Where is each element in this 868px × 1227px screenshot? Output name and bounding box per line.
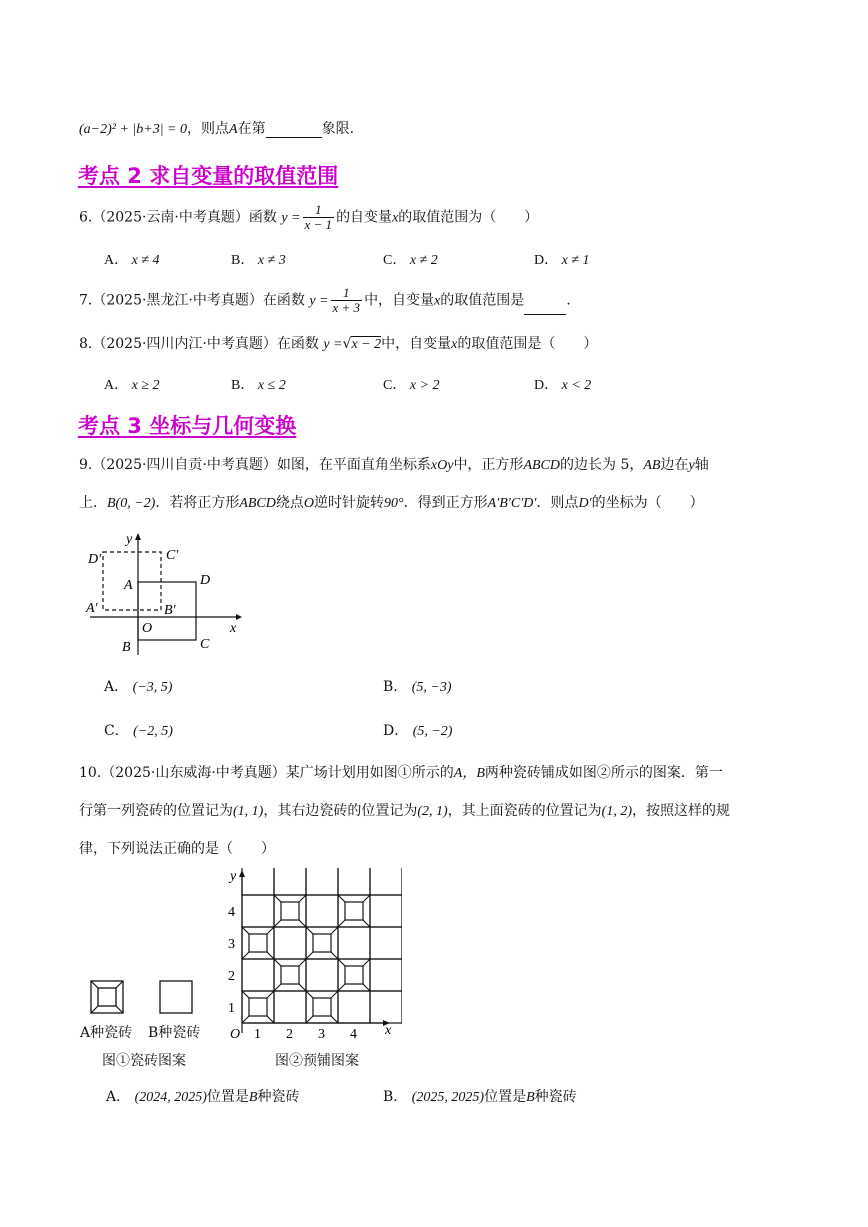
section-title-2: 考点 2 求自变量的取值范围 [78, 164, 339, 188]
grid-cell-tile-a [274, 895, 306, 927]
q6-option-c[interactable]: C． x ≠ 2 [383, 253, 438, 268]
question-10-line-3: 律，下列说法正确的是（ ） [79, 841, 275, 857]
tile-figure-1 [88, 978, 208, 1018]
q9-figure [80, 530, 250, 660]
grid-cell-tile-b [338, 868, 370, 895]
question-10-line-2: 行第一列瓷砖的位置记为(1, 1)，其右边瓷砖的位置记为(2, 1)，其上面瓷砖的位置记为(1, 2)，按照这样的规 [79, 803, 730, 819]
q8-option-c[interactable]: C． x > 2 [383, 378, 440, 393]
grid-cell-tile-b [274, 868, 306, 895]
grid-cell-tile-b [242, 959, 274, 991]
grid-cell-tile-b [338, 927, 370, 959]
grid-cell-tile-b [370, 927, 402, 959]
y-tick-label: 2 [228, 969, 235, 984]
grid-cell-tile-a [306, 927, 338, 959]
axis-label-o: O [230, 1027, 241, 1042]
label-o: O [142, 621, 153, 636]
q8-option-b[interactable]: B． x ≤ 2 [231, 378, 286, 393]
grid-cell-tile-a [306, 991, 338, 1023]
grid-cell-tile-b [306, 895, 338, 927]
y-axis-arrow [135, 533, 141, 540]
x-tick-label: 4 [350, 1027, 357, 1042]
label-y: y [126, 532, 133, 547]
x-tick-label: 3 [318, 1027, 325, 1042]
q6-option-a[interactable]: A． x ≠ 4 [104, 253, 160, 268]
grid-cell-tile-b [242, 868, 274, 895]
tile-figure-2 [222, 868, 402, 1043]
grid-cell-tile-b [338, 991, 370, 1023]
grid-cell-tile-b [274, 991, 306, 1023]
prev-question-tail: (a−2)² + |b+3| = 0，则点A在第 象限. [79, 121, 355, 137]
label-c: C [200, 637, 210, 652]
label-b: B [122, 640, 131, 655]
answer-blank [524, 298, 566, 315]
answer-blank [266, 121, 322, 138]
q8-option-a[interactable]: A． x ≥ 2 [104, 378, 160, 393]
fig1-caption: 图①瓷砖图案 [102, 1053, 186, 1069]
grid-cell-tile-b [274, 927, 306, 959]
tile-a-label: A种瓷砖 [80, 1025, 133, 1041]
grid-cell-tile-b [370, 868, 402, 895]
grid-cell-tile-b [306, 868, 338, 895]
question-6: 6.（2025·云南·中考真题）函数 y = $\frac{1}{x - 1}$ 的自变量x的取值范围为（ ） [79, 202, 539, 232]
question-8: 8.（2025·四川内江·中考真题）在函数 y =√x − 2中，自变量x的取值范围是（ ） [79, 336, 598, 352]
q10-option-a[interactable]: A． (2024, 2025)位置是B种瓷砖 [106, 1089, 300, 1105]
x-axis-arrow [236, 614, 242, 620]
grid-cell-tile-a [338, 895, 370, 927]
grid-cell-tile-b [370, 959, 402, 991]
grid-cell-tile-a [338, 959, 370, 991]
label-d: D [200, 573, 211, 588]
q9-option-a[interactable]: A． (−3, 5) [104, 679, 173, 695]
fig2-caption: 图②预铺图案 [275, 1053, 359, 1069]
question-9-line-1: 9.（2025·四川自贡·中考真题）如图，在平面直角坐标系xOy中，正方形ABCD的边长为 5，AB边在y轴 [79, 457, 709, 473]
axis-label-x: x [385, 1023, 392, 1038]
label-a: A [124, 578, 133, 593]
q10-option-b[interactable]: B． (2025, 2025)位置是B种瓷砖 [383, 1089, 577, 1105]
label-a-prime: A′ [86, 601, 98, 616]
x-tick-label: 1 [254, 1027, 261, 1042]
grid-cell-tile-b [306, 959, 338, 991]
q6-option-d[interactable]: D． x ≠ 1 [534, 253, 590, 268]
grid-cell-tile-a [242, 927, 274, 959]
x-tick-label: 2 [286, 1027, 293, 1042]
y-tick-label: 4 [228, 905, 235, 920]
tile-a [91, 981, 123, 1013]
label-d-prime: D′ [88, 552, 102, 567]
sqrt-symbol: √ [342, 336, 352, 352]
grid-cell-tile-a [242, 991, 274, 1023]
y-tick-label: 3 [228, 937, 235, 952]
tile-b [160, 981, 192, 1013]
y-tick-label: 1 [228, 1001, 235, 1016]
fraction: $\frac{1}{x - 1}$ [304, 202, 333, 232]
tile-b-label: B种瓷砖 [148, 1025, 201, 1041]
axis-label-y: y [230, 869, 237, 884]
fraction: $\frac{1}{x + 3}$ [332, 285, 361, 315]
q9-option-c[interactable]: C． (−2, 5) [104, 723, 173, 739]
section-title-3: 考点 3 坐标与几何变换 [78, 414, 297, 438]
question-7: 7.（2025·黑龙江·中考真题）在函数 y = $\frac{1}{x + 3}$ 中，自变量x的取值范围是 . [79, 285, 571, 315]
formula: (a−2)² + |b+3| = 0 [79, 122, 188, 137]
q6-option-b[interactable]: B． x ≠ 3 [231, 253, 286, 268]
grid-cell-tile-b [242, 895, 274, 927]
q9-option-d[interactable]: D． (5, −2) [383, 723, 453, 739]
question-10-line-1: 10.（2025·山东威海·中考真题）某广场计划用如图①所示的A，B两种瓷砖铺成如图②所示的图案．第一 [79, 765, 723, 781]
grid-cell-tile-b [370, 895, 402, 927]
label-b-prime: B′ [164, 603, 176, 618]
question-9-line-2: 上．B(0, −2)．若将正方形ABCD绕点O逆时针旋转90°．得到正方形A′B′C′D′．则点D′的坐标为（ ） [79, 495, 704, 511]
label-x: x [230, 621, 237, 636]
grid-cell-tile-a [274, 959, 306, 991]
tile-grid [242, 868, 402, 1023]
grid-cell-tile-b [370, 991, 402, 1023]
q8-option-d[interactable]: D． x < 2 [534, 378, 592, 393]
q9-option-b[interactable]: B． (5, −3) [383, 679, 452, 695]
label-c-prime: C′ [166, 548, 179, 563]
